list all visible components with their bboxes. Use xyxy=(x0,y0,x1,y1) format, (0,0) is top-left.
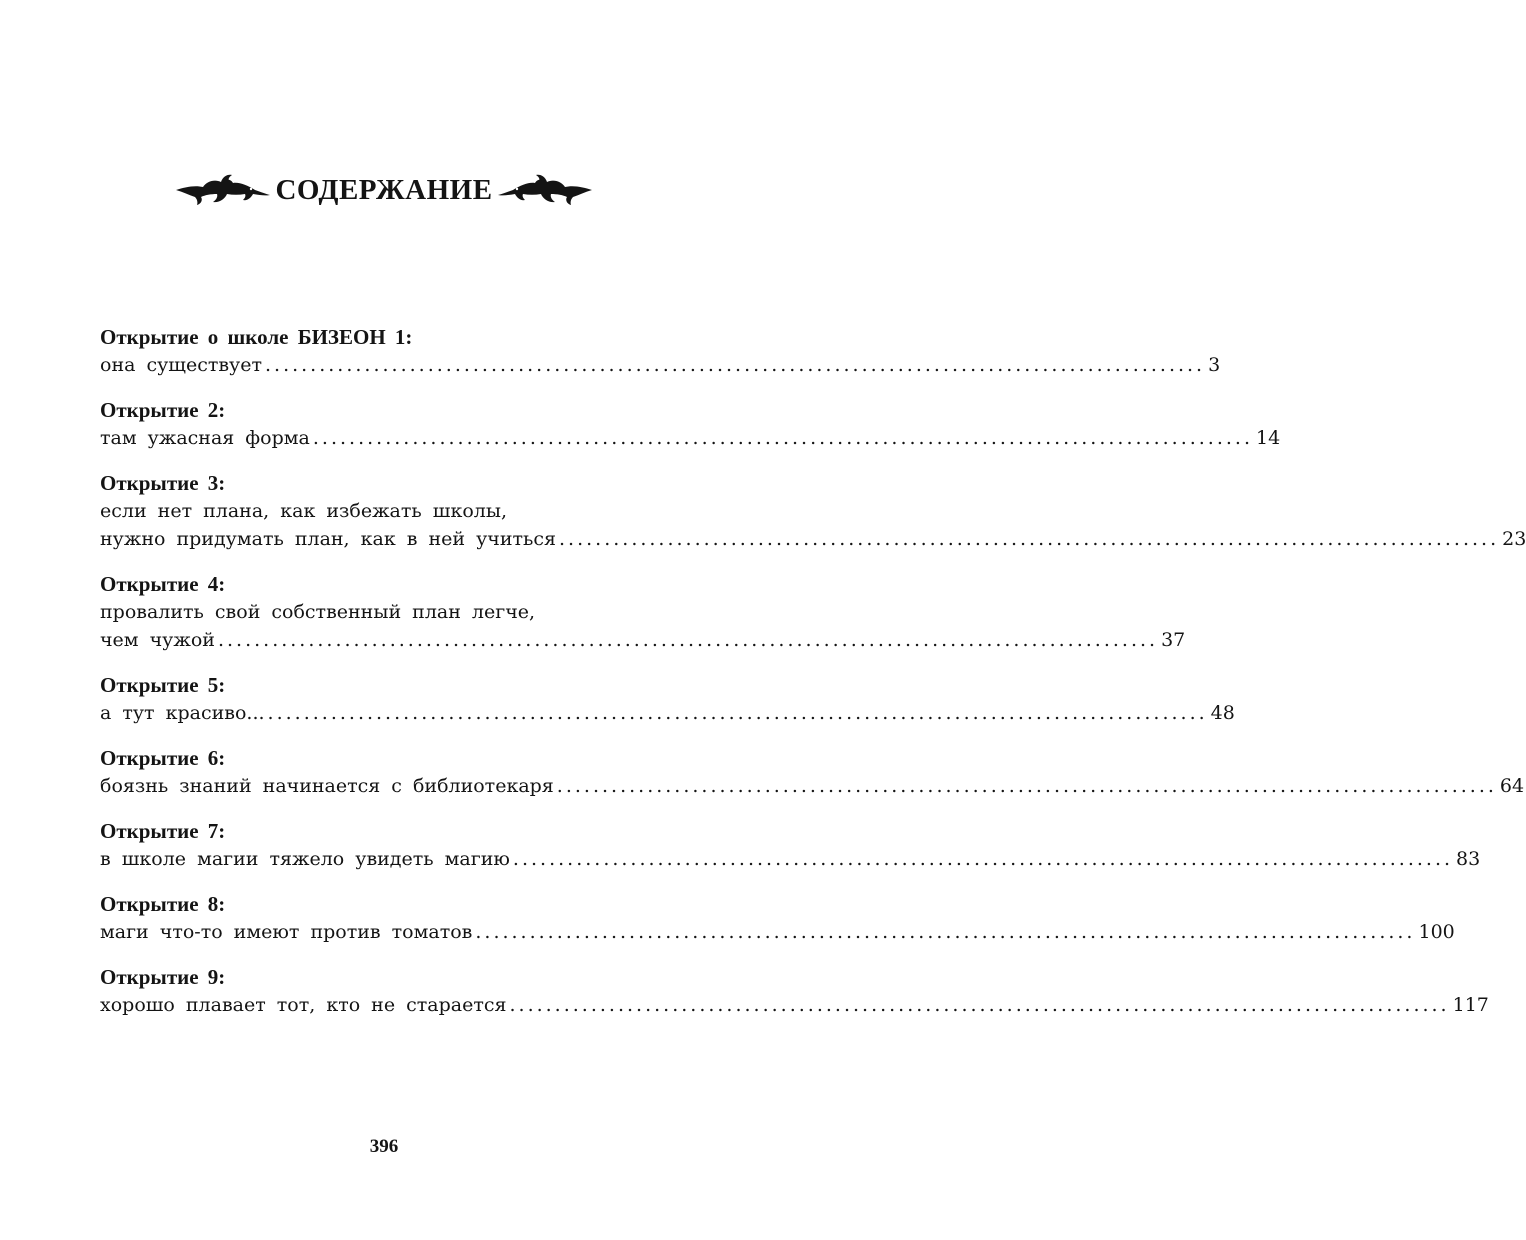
toc-entry-line xyxy=(100,845,1481,873)
dot-leader: ........................................................................................................ xyxy=(559,528,1500,550)
toc-entry-title: чем чужой xyxy=(100,629,215,651)
toc-entry-heading: Открытие 6: xyxy=(100,746,226,770)
toc-page-number: 37 xyxy=(1161,629,1186,651)
dot-leader: ........................................................................................................ xyxy=(475,921,1416,943)
dragon-ornament-icon xyxy=(497,173,593,207)
toc-entry-heading: Открытие 3: xyxy=(100,471,226,495)
dot-leader: ........................................................................................................ xyxy=(267,702,1208,724)
toc-page-number: 3 xyxy=(1208,354,1221,376)
toc-entry-title-line: если нет плана, как избежать школы, xyxy=(100,500,507,522)
toc-page-number: 100 xyxy=(1418,921,1455,943)
toc-entry-heading: Открытие 9: xyxy=(100,965,226,989)
toc-page-number: 14 xyxy=(1256,427,1281,449)
dot-leader: ........................................................................................................ xyxy=(312,427,1254,449)
toc-entry-title: хорошо плавает тот, кто не старается xyxy=(100,994,507,1016)
toc-entry-heading: Открытие 5: xyxy=(100,673,226,697)
toc-entry-title-line: провалить свой собственный план легче, xyxy=(100,601,536,623)
toc-entry-title: нужно придумать план, как в ней учиться xyxy=(100,528,556,550)
toc-page-number: 83 xyxy=(1456,848,1481,870)
toc-entry-line xyxy=(100,699,1235,727)
toc-page-number: 48 xyxy=(1210,702,1235,724)
toc-entry-line xyxy=(100,424,1281,452)
toc-entry-title: она существует xyxy=(100,354,262,376)
toc-page-number: 23 xyxy=(1502,528,1526,550)
toc-heading xyxy=(0,160,768,220)
toc-entry-heading: Открытие о школе БИЗЕОН 1: xyxy=(100,325,413,349)
toc-page-number: 117 xyxy=(1452,994,1489,1016)
toc-page-number: 64 xyxy=(1499,775,1525,797)
page-title: СОДЕРЖАНИЕ xyxy=(275,173,493,206)
dot-leader: ........................................................................................................ xyxy=(556,775,1497,797)
dot-leader: ........................................................................................................ xyxy=(512,848,1454,870)
toc-entry-title: в школе магии тяжело увидеть магию xyxy=(100,848,510,870)
dot-leader: ........................................................................................................ xyxy=(509,994,1450,1016)
toc-entry[interactable] xyxy=(100,963,1489,1019)
toc-entry[interactable] xyxy=(100,323,1221,379)
table-of-contents xyxy=(100,323,1526,1036)
toc-entry-heading: Открытие 2: xyxy=(100,398,226,422)
toc-entry[interactable] xyxy=(100,469,1526,553)
toc-entry-title: там ужасная форма xyxy=(100,427,310,449)
dot-leader: ........................................................................................................ xyxy=(217,629,1159,651)
toc-entry[interactable] xyxy=(100,671,1235,727)
toc-entry-line xyxy=(100,918,1455,946)
toc-entry-title: а тут красиво... xyxy=(100,702,265,724)
dot-leader: ........................................................................................................ xyxy=(264,354,1206,376)
toc-entry[interactable] xyxy=(100,817,1481,873)
toc-entry-heading: Открытие 4: xyxy=(100,572,226,596)
toc-entry-title: боязнь знаний начинается с библиотекаря xyxy=(100,775,554,797)
toc-entry[interactable] xyxy=(100,396,1281,452)
toc-entry-heading: Открытие 7: xyxy=(100,819,226,843)
toc-entry-heading: Открытие 8: xyxy=(100,892,226,916)
toc-entry[interactable] xyxy=(100,744,1525,800)
toc-entry-line xyxy=(100,351,1221,379)
toc-entry-line xyxy=(100,525,1526,553)
toc-entry-line xyxy=(100,626,1186,654)
toc-entry[interactable] xyxy=(100,570,1186,654)
dragon-ornament-icon xyxy=(175,173,271,207)
toc-entry-line xyxy=(100,991,1489,1019)
toc-entry-line xyxy=(100,772,1525,800)
toc-entry[interactable] xyxy=(100,890,1455,946)
page-number: 396 xyxy=(369,1136,399,1157)
toc-entry-title: маги что-то имеют против томатов xyxy=(100,921,473,943)
